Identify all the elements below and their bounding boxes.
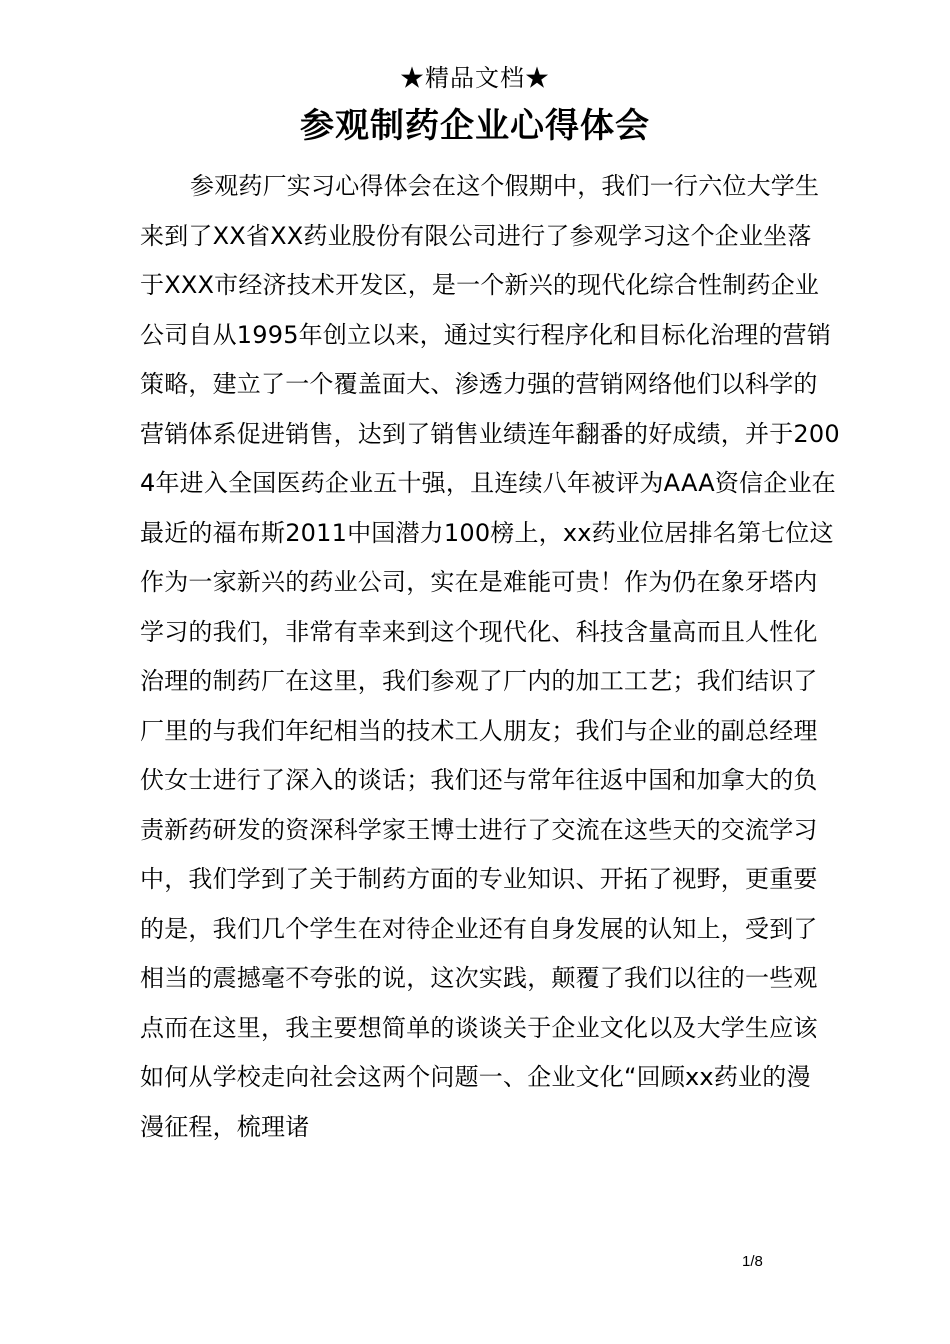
body-line: 厂里的与我们年纪相当的技术工人朋友；我们与企业的副总经理 — [140, 716, 818, 745]
body-line: 点而在这里，我主要想简单的谈谈关于企业文化以及大学生应该 — [140, 1013, 818, 1042]
body-line: 4年进入全国医药企业五十强，且连续八年被评为AAA资信企业在 — [140, 469, 836, 497]
header-mark: ★精品文档★ — [400, 64, 550, 92]
body-line: 于XXX市经济技术开发区，是一个新兴的现代化综合性制药企业 — [140, 271, 820, 299]
body-line: 相当的震撼毫不夸张的说，这次实践，颠覆了我们以往的一些观 — [140, 964, 818, 992]
body-line: 参观药厂实习心得体会在这个假期中，我们一行六位大学生 — [190, 172, 820, 200]
body-line: 学习的我们，非常有幸来到这个现代化、科技含量高而且人性化 — [140, 617, 818, 646]
body-line: 治理的制药厂在这里，我们参观了厂内的加工工艺；我们结识了 — [140, 667, 818, 695]
page-number: 1/8 — [742, 1253, 763, 1270]
body-line: 漫征程，梳理诸 — [140, 1112, 310, 1141]
body-line: 策略，建立了一个覆盖面大、渗透力强的营销网络他们以科学的 — [140, 370, 818, 398]
body-line: 最近的福布斯2011中国潜力100榜上，xx药业位居排名第七位这 — [140, 518, 834, 547]
body-line: 公司自从1995年创立以来，通过实行程序化和目标化治理的营销 — [140, 320, 832, 349]
body-line: 责新药研发的资深科学家王博士进行了交流在这些天的交流学习 — [140, 815, 818, 844]
body-line: 来到了XX省XX药业股份有限公司进行了参观学习这个企业坐落 — [140, 221, 812, 250]
document-title: 参观制药企业心得体会 — [300, 106, 650, 146]
body-line: 作为一家新兴的药业公司，实在是难能可贵！作为仍在象牙塔内 — [140, 568, 818, 596]
body-line: 中，我们学到了关于制药方面的专业知识、开拓了视野，更重要 — [140, 865, 818, 893]
body-line: 的是，我们几个学生在对待企业还有自身发展的认知上，受到了 — [140, 914, 818, 943]
body-line: 伏女士进行了深入的谈话；我们还与常年往返中国和加拿大的负 — [140, 766, 818, 794]
body-text — [140, 162, 840, 1152]
body-line: 营销体系促进销售，达到了销售业绩连年翻番的好成绩，并于200 — [140, 419, 840, 448]
body-line: 如何从学校走向社会这两个问题一、企业文化“回顾xx药业的漫 — [140, 1063, 811, 1091]
